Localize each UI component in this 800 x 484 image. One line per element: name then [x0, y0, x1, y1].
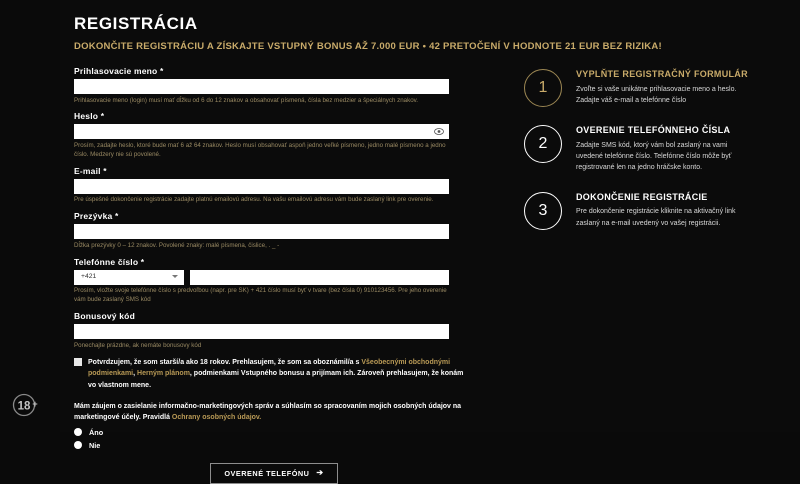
step-3-number-circle: 3	[524, 192, 562, 230]
step-3-description: Pre dokončenie registrácie kliknite na aktivačný link zaslaný na e-mail uvedený vo vašej registrácii.	[576, 208, 736, 227]
nickname-input[interactable]	[74, 224, 449, 239]
step-1-body	[576, 68, 751, 107]
nickname-help: Dĺžka prezývky 0 – 12 znakov. Povolené znaky: malé písmena, čislice, . _ -	[74, 241, 280, 249]
left-gutter	[0, 0, 60, 432]
phone-input[interactable]	[190, 270, 449, 285]
password-input[interactable]	[74, 124, 449, 139]
step-2-number-circle: 2	[524, 125, 562, 163]
phone-help: Prosím, vložte svoje telefónne číslo s predvoľbou (napr. pre SK) + 421 číslo musí byť v tvare (bez čísla 0) 910123456. Pre jeho overenie vám bude zaslaný SMS kód	[74, 287, 447, 304]
field-nickname	[74, 211, 474, 239]
username-label: Prihlasovacie meno *	[74, 66, 164, 76]
step-3	[524, 191, 774, 230]
age-consent-row	[74, 357, 474, 392]
verify-phone-button[interactable]	[210, 463, 337, 484]
step-1-number-circle: 1	[524, 69, 562, 107]
privacy-policy-link[interactable]: Ochrany osobných údajov.	[171, 414, 262, 422]
verify-phone-button-label: OVERENÉ TELEFÓNU	[224, 468, 310, 478]
svg-text:18: 18	[17, 400, 31, 413]
marketing-radio-no[interactable]	[74, 441, 474, 450]
page-header	[60, 0, 800, 52]
step-3-body	[576, 191, 751, 230]
bonus-code-help: Ponechajte prázdne, ak nemáte bonusovy kód	[74, 341, 202, 349]
registration-form	[74, 66, 474, 484]
age-consent-text	[88, 357, 473, 392]
field-username	[74, 66, 474, 94]
username-help: Prihlasovacie meno (login) musí mať dĺžku od 6 do 12 znakov a obsahovať písmená, čísla bez medzier a špeciálnych znakov.	[74, 96, 418, 104]
field-bonus-code	[74, 311, 474, 339]
chevron-down-icon	[172, 275, 178, 278]
age-restriction-badge-18plus	[10, 390, 40, 420]
game-plan-link[interactable]: Herným plánom	[137, 370, 190, 378]
step-2	[524, 124, 774, 174]
page-title: REGISTRÁCIA	[74, 14, 198, 33]
step-1-description: Zvoľte si vaše unikátne prihlasovacie meno a heslo. Zadajte váš e-mail a telefónne číslo	[576, 85, 737, 105]
step-2-title: OVERENIE TELEFÓNNEHO ČÍSLA	[576, 125, 731, 135]
steps-sidebar	[474, 66, 774, 484]
bonus-code-label: Bonusový kód	[74, 311, 135, 322]
radio-yes-icon[interactable]	[74, 428, 82, 436]
field-password	[74, 111, 474, 139]
arrow-right-icon: ➔	[316, 468, 324, 478]
age-consent-checkbox[interactable]	[74, 358, 82, 366]
marketing-radio-yes[interactable]	[74, 428, 474, 437]
eye-icon[interactable]	[434, 127, 444, 136]
step-1	[524, 68, 774, 107]
age-consent-text-2: ,	[133, 370, 138, 378]
field-email	[74, 166, 474, 194]
email-label: E-mail *	[74, 165, 107, 176]
radio-no-label: Nie	[89, 440, 101, 450]
password-input-wrap	[74, 124, 449, 139]
content-columns	[60, 52, 800, 484]
page-subtitle: DOKONČITE REGISTRÁCIU A ZÍSKAJTE VSTUPNÝ BONUS AŽ 7.000 EUR • 42 PRETOČENÍ V HODNOTE 21 EUR BEZ RIZIKA!	[74, 41, 662, 52]
password-help: Prosím, zadajte heslo, ktoré bude mať 6 až 64 znakov. Heslo musí obsahovať aspoň jedno veľké písmeno, jedno malé písmeno a jedno číslo. Medzery nie sú povolené.	[74, 141, 446, 158]
age-consent-text-1: Potvrdzujem, že som starší/a ako 18 rokov. Prehlasujem, že som sa oboznámil/a s	[88, 358, 362, 366]
password-label: Heslo *	[74, 111, 105, 122]
radio-no-icon[interactable]	[74, 441, 82, 449]
phone-label: Telefónne číslo *	[74, 256, 145, 267]
field-phone	[74, 257, 474, 285]
email-help: Pre úspešné dokončenie registrácie zadajte platnú emailovú adresu. Na vašu emailovú adresu vám bude zaslaný link pre overenie.	[74, 196, 434, 204]
age-consent-text-3: , podmienkami Vstupného bonusu a prijímam ich. Zároveň prehlasujem, že konám vo vlastnom mene.	[88, 370, 464, 389]
bonus-code-input[interactable]	[74, 324, 449, 339]
username-input[interactable]	[74, 79, 449, 94]
step-3-title: DOKONČENIE REGISTRÁCIE	[576, 191, 708, 202]
phone-prefix-select[interactable]	[74, 270, 184, 285]
marketing-text: Mám záujem o zasielanie informačno-marketingových správ a súhlasím so spracovaním mojich osobných údajov na marketingové účely. Pravidlá	[74, 402, 462, 422]
phone-prefix-value: +421	[81, 272, 97, 280]
step-2-description: Zadajte SMS kód, ktorý vám bol zaslaný na vami uvedené telefónne číslo. Telefónne číslo môže byť registrované len na jedno hráčske konto.	[576, 141, 732, 172]
svg-text:+: +	[32, 399, 38, 409]
radio-yes-label: Áno	[89, 427, 104, 437]
step-1-title: VYPLŇTE REGISTRAČNÝ FORMULÁR	[576, 69, 748, 79]
terms-link[interactable]: Všeobecnými obchodnými podmienkami	[88, 358, 451, 378]
step-2-body	[576, 124, 751, 174]
marketing-consent-text	[74, 401, 464, 424]
submit-area	[74, 463, 474, 484]
email-input[interactable]	[74, 179, 449, 194]
page-content	[60, 0, 800, 478]
nickname-label: Prezývka *	[74, 211, 119, 222]
phone-row	[74, 270, 449, 285]
